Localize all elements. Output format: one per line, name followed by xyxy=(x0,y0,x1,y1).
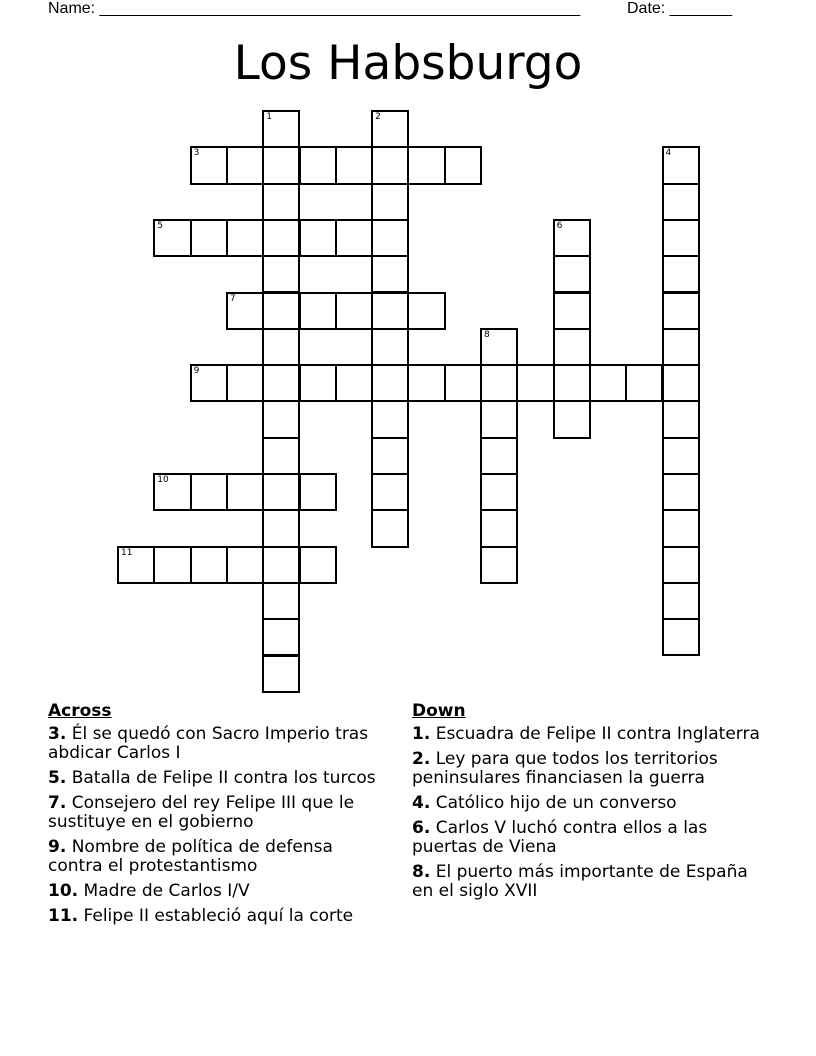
grid-cell[interactable] xyxy=(516,364,554,402)
cell-number: 9 xyxy=(193,366,200,377)
clue-number: 7. xyxy=(48,793,67,813)
grid-cell[interactable] xyxy=(226,364,264,402)
down-clue xyxy=(412,794,762,813)
grid-cell[interactable] xyxy=(662,255,700,293)
grid-cell[interactable] xyxy=(262,146,300,184)
clue-number: 9. xyxy=(48,837,67,857)
across-clue xyxy=(48,838,388,876)
grid-cell[interactable] xyxy=(553,219,591,257)
grid-cell[interactable] xyxy=(371,437,409,475)
grid-cell[interactable] xyxy=(444,364,482,402)
grid-cell[interactable] xyxy=(662,582,700,620)
grid-cell[interactable] xyxy=(371,292,409,330)
cell-number: 8 xyxy=(484,329,490,340)
clue-text: Batalla de Felipe II contra los turcos xyxy=(66,768,376,788)
across-clue xyxy=(48,907,388,926)
clue-text: Nombre de política de defensa contra el protestantismo xyxy=(48,837,333,876)
grid-cell[interactable] xyxy=(299,546,337,584)
clue-text: Ley para que todos los territorios peninsulares financiasen la guerra xyxy=(412,749,718,788)
across-clue xyxy=(48,882,388,901)
grid-cell[interactable] xyxy=(153,219,191,257)
page-title: Los Habsburgo xyxy=(233,36,583,91)
grid-cell[interactable] xyxy=(371,400,409,438)
grid-cell[interactable] xyxy=(262,364,300,402)
grid-cell[interactable] xyxy=(190,146,228,184)
down-clue-list xyxy=(412,725,762,901)
grid-cell[interactable] xyxy=(299,364,337,402)
clue-number: 2. xyxy=(412,749,431,769)
grid-cell[interactable] xyxy=(553,364,591,402)
grid-cell[interactable] xyxy=(262,400,300,438)
grid-cell[interactable] xyxy=(262,618,300,656)
grid-cell[interactable] xyxy=(262,292,300,330)
clue-number: 11. xyxy=(48,906,79,926)
grid-cell[interactable] xyxy=(335,146,373,184)
down-clue xyxy=(412,750,762,788)
across-clues xyxy=(48,702,388,932)
grid-cell[interactable] xyxy=(262,328,300,366)
clue-text: Felipe II estableció aquí la corte xyxy=(78,906,354,926)
grid-cell[interactable] xyxy=(335,219,373,257)
clue-number: 8. xyxy=(412,862,431,882)
grid-cell[interactable] xyxy=(625,364,663,402)
grid-cell[interactable] xyxy=(662,364,700,402)
grid-cell[interactable] xyxy=(262,437,300,475)
grid-cell[interactable] xyxy=(662,219,700,257)
grid-cell[interactable] xyxy=(262,219,300,257)
grid-cell[interactable] xyxy=(662,292,700,330)
grid-cell[interactable] xyxy=(371,219,409,257)
grid-cell[interactable] xyxy=(226,146,264,184)
grid-cell[interactable] xyxy=(371,364,409,402)
grid-cell[interactable] xyxy=(662,473,700,511)
grid-cell[interactable] xyxy=(153,546,191,584)
grid-cell[interactable] xyxy=(299,146,337,184)
cell-number: 1 xyxy=(266,112,272,122)
clue-text: Escuadra de Felipe II contra Inglaterra xyxy=(430,724,760,744)
grid-cell[interactable] xyxy=(407,364,445,402)
grid-cell[interactable] xyxy=(371,509,409,547)
grid-cell[interactable] xyxy=(262,546,300,584)
cell-number: 4 xyxy=(665,148,672,159)
grid-cell[interactable] xyxy=(190,546,228,584)
cell-number: 10 xyxy=(157,475,169,485)
cell-number: 2 xyxy=(375,112,381,122)
grid-cell[interactable] xyxy=(299,292,337,330)
grid-cell[interactable] xyxy=(335,292,373,330)
grid-cell[interactable] xyxy=(226,473,264,511)
clue-number: 10. xyxy=(48,881,79,901)
grid-cell[interactable] xyxy=(299,473,337,511)
clue-text: Carlos V luchó contra ellos a las puertas de Viena xyxy=(412,818,708,857)
grid-cell[interactable] xyxy=(480,328,518,366)
down-heading: Down xyxy=(412,701,466,721)
grid-cell[interactable] xyxy=(371,183,409,221)
clue-text: El puerto más importante de España en el siglo XVII xyxy=(412,862,748,901)
grid-cell[interactable] xyxy=(226,219,264,257)
grid-cell[interactable] xyxy=(153,473,191,511)
grid-cell[interactable] xyxy=(553,292,591,330)
across-clue xyxy=(48,725,388,763)
grid-cell[interactable] xyxy=(662,183,700,221)
grid-cell[interactable] xyxy=(190,364,228,402)
grid-cell[interactable] xyxy=(662,328,700,366)
grid-cell[interactable] xyxy=(480,364,518,402)
grid-cell[interactable] xyxy=(407,146,445,184)
across-heading: Across xyxy=(48,701,112,721)
grid-cell[interactable] xyxy=(371,146,409,184)
cell-number: 7 xyxy=(229,293,236,304)
grid-cell[interactable] xyxy=(480,509,518,547)
cell-number: 11 xyxy=(121,547,133,558)
grid-cell[interactable] xyxy=(371,328,409,366)
grid-cell[interactable] xyxy=(262,509,300,547)
grid-cell[interactable] xyxy=(262,473,300,511)
clue-number: 6. xyxy=(412,818,431,838)
grid-cell[interactable] xyxy=(262,582,300,620)
across-clue-list xyxy=(48,725,388,926)
grid-cell[interactable] xyxy=(226,292,264,330)
clue-number: 3. xyxy=(48,724,67,744)
grid-cell[interactable] xyxy=(480,437,518,475)
grid-cell[interactable] xyxy=(662,400,700,438)
across-clue xyxy=(48,794,388,832)
grid-cell[interactable] xyxy=(480,400,518,438)
across-clue xyxy=(48,769,388,788)
grid-cell[interactable] xyxy=(480,546,518,584)
grid-cell[interactable] xyxy=(662,618,700,656)
name-line: Name: ______________________________________________________ xyxy=(48,0,581,17)
grid-cell[interactable] xyxy=(371,255,409,293)
grid-cell[interactable] xyxy=(662,546,700,584)
down-clue xyxy=(412,725,762,744)
down-clue xyxy=(412,819,762,857)
clue-text: Consejero del rey Felipe III que le sustituye en el gobierno xyxy=(48,793,355,832)
grid-cell[interactable] xyxy=(299,219,337,257)
grid-cell[interactable] xyxy=(589,364,627,402)
clue-number: 4. xyxy=(412,793,431,813)
grid-cell[interactable] xyxy=(553,255,591,293)
grid-cell[interactable] xyxy=(190,219,228,257)
grid-cell[interactable] xyxy=(117,546,155,584)
grid-cell[interactable] xyxy=(262,183,300,221)
grid-cell[interactable] xyxy=(226,546,264,584)
grid-cell[interactable] xyxy=(335,364,373,402)
cell-number: 6 xyxy=(556,220,563,231)
grid-cell[interactable] xyxy=(407,292,445,330)
clue-number: 5. xyxy=(48,768,67,788)
grid-cell[interactable] xyxy=(190,473,228,511)
grid-cell[interactable] xyxy=(371,473,409,511)
grid-cell[interactable] xyxy=(553,400,591,438)
clue-text: Él se quedó con Sacro Imperio tras abdicar Carlos I xyxy=(48,724,369,763)
grid-cell[interactable] xyxy=(662,509,700,547)
clue-text: Católico hijo de un converso xyxy=(430,793,677,813)
date-line: Date: _______ xyxy=(627,0,732,17)
grid-cell[interactable] xyxy=(553,328,591,366)
down-clues xyxy=(412,702,762,907)
clue-text: Madre de Carlos I/V xyxy=(78,881,250,901)
grid-cell[interactable] xyxy=(262,110,300,148)
cell-number: 3 xyxy=(193,148,200,159)
clue-number: 1. xyxy=(412,724,431,744)
grid-cell[interactable] xyxy=(262,255,300,293)
grid-cell[interactable] xyxy=(480,473,518,511)
grid-cell[interactable] xyxy=(662,437,700,475)
grid-cell[interactable] xyxy=(262,655,300,693)
down-clue xyxy=(412,863,762,901)
grid-cell[interactable] xyxy=(662,146,700,184)
grid-cell[interactable] xyxy=(444,146,482,184)
cell-number: 5 xyxy=(157,220,164,231)
grid-cell[interactable] xyxy=(371,110,409,148)
